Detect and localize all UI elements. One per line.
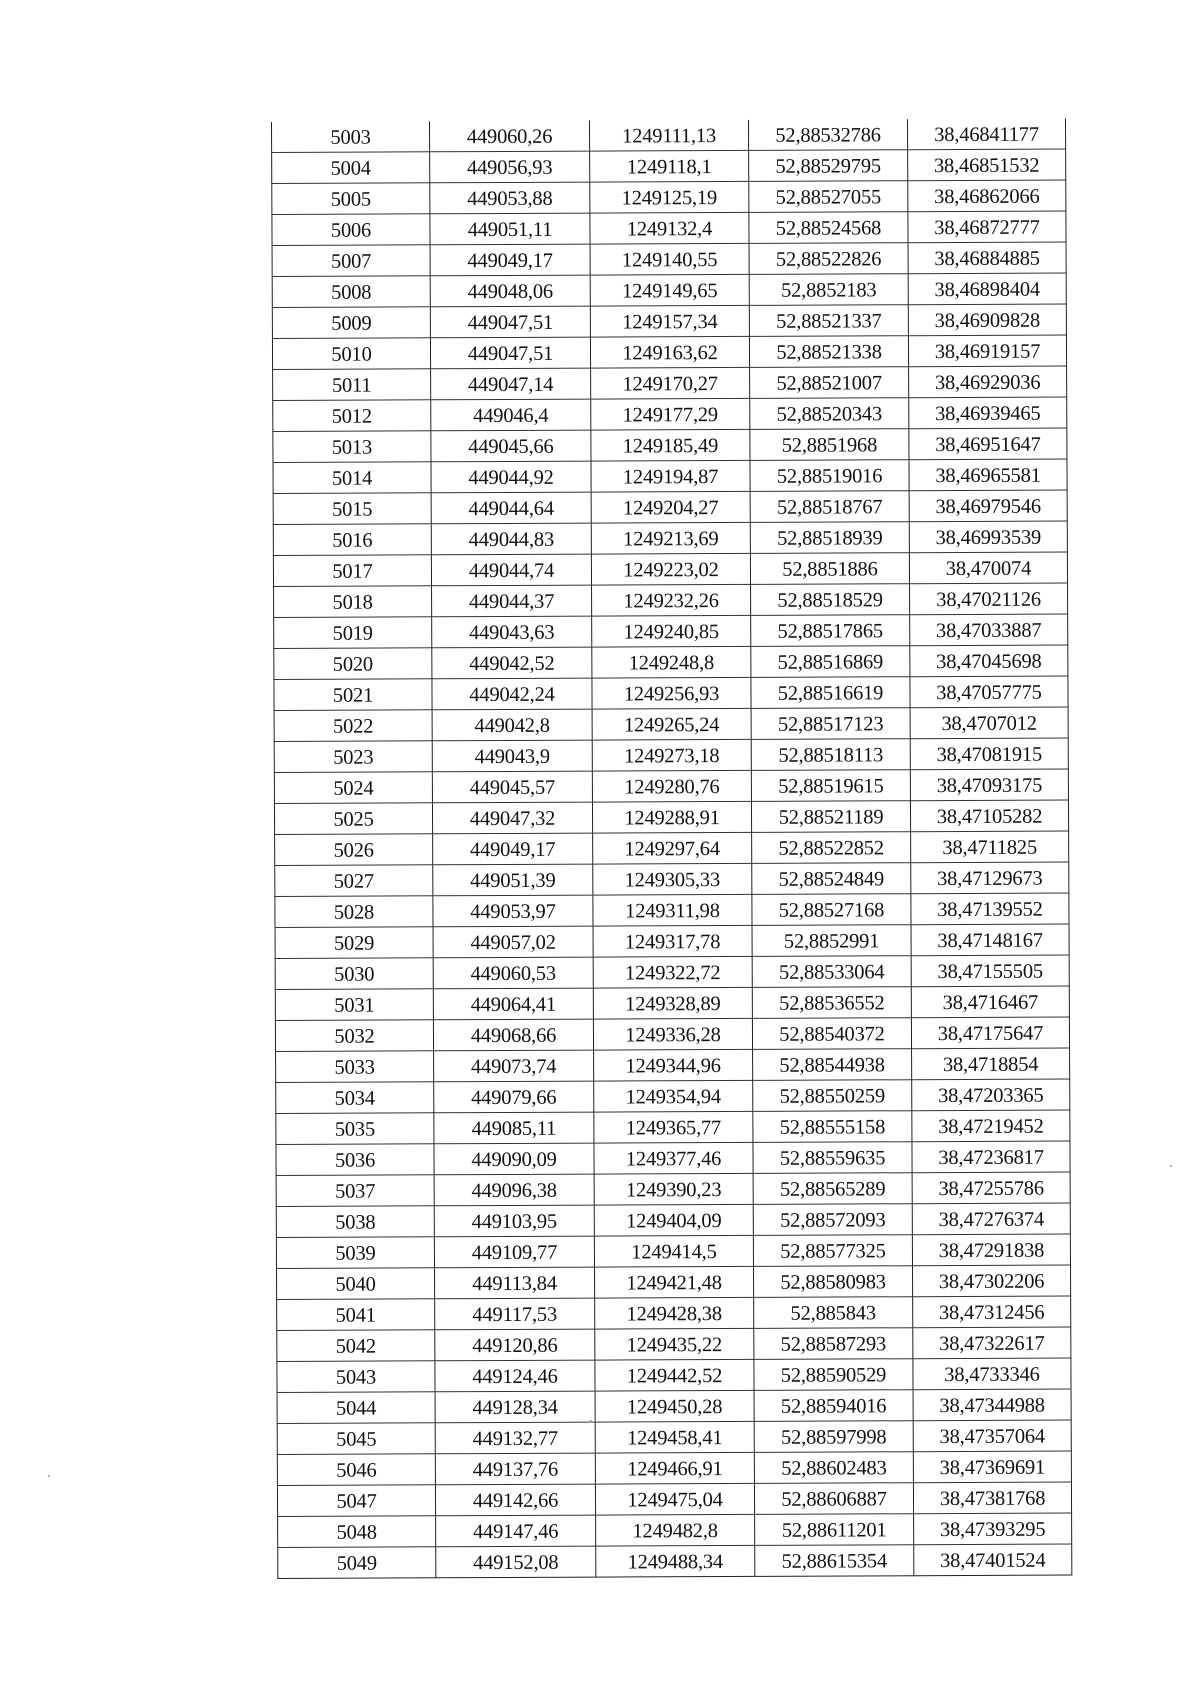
x-coordinate-cell: 449117,53 (435, 1298, 595, 1330)
point-number-cell: 5029 (275, 927, 433, 959)
table-row (276, 1203, 1070, 1237)
y-coordinate-cell: 1249421,48 (594, 1266, 753, 1298)
latitude-cell: 52,88517865 (751, 615, 910, 647)
y-coordinate-cell: 1249163,62 (590, 336, 749, 368)
x-coordinate-cell: 449152,08 (436, 1546, 596, 1578)
longitude-cell: 38,47057775 (910, 676, 1068, 708)
latitude-cell: 52,88518939 (750, 522, 909, 554)
table-row (274, 800, 1068, 834)
x-coordinate-cell: 449049,17 (433, 833, 593, 865)
y-coordinate-cell: 1249354,94 (594, 1080, 753, 1112)
y-coordinate-cell: 1249223,02 (591, 553, 750, 585)
point-number-cell: 5026 (275, 834, 433, 866)
table-row (277, 1482, 1071, 1516)
point-number-cell: 5025 (274, 803, 432, 835)
y-coordinate-cell: 1249297,64 (593, 832, 752, 864)
point-number-cell: 5040 (277, 1268, 435, 1300)
x-coordinate-cell: 449044,74 (431, 554, 591, 586)
longitude-cell: 38,46919157 (908, 335, 1066, 367)
latitude-cell: 52,8852183 (749, 274, 908, 306)
table-row (272, 335, 1066, 369)
x-coordinate-cell: 449057,02 (433, 926, 593, 958)
y-coordinate-cell: 1249450,28 (595, 1390, 754, 1422)
point-number-cell: 5049 (278, 1547, 436, 1579)
y-coordinate-cell: 1249377,46 (594, 1142, 753, 1174)
latitude-cell: 52,88517123 (751, 708, 910, 740)
longitude-cell: 38,46851532 (908, 149, 1066, 181)
y-coordinate-cell: 1249232,26 (592, 584, 751, 616)
latitude-cell: 52,88522852 (752, 832, 911, 864)
latitude-cell: 52,88521189 (751, 801, 910, 833)
longitude-cell: 38,47255786 (912, 1172, 1070, 1204)
table-row (277, 1296, 1071, 1330)
point-number-cell: 5046 (277, 1454, 435, 1486)
longitude-cell: 38,47139552 (911, 893, 1069, 925)
longitude-cell: 38,47105282 (910, 800, 1068, 832)
y-coordinate-cell: 1249280,76 (592, 770, 751, 802)
latitude-cell: 52,885843 (754, 1297, 913, 1329)
longitude-cell: 38,47401524 (914, 1544, 1072, 1576)
y-coordinate-cell: 1249204,27 (591, 491, 750, 523)
y-coordinate-cell: 1249149,65 (590, 274, 749, 306)
latitude-cell: 52,88572093 (753, 1204, 912, 1236)
latitude-cell: 52,88520343 (750, 398, 909, 430)
longitude-cell: 38,47302206 (912, 1265, 1070, 1297)
longitude-cell: 38,46929036 (909, 366, 1067, 398)
table-row (276, 1141, 1070, 1175)
point-number-cell: 5014 (273, 462, 431, 494)
table-row (273, 521, 1067, 555)
x-coordinate-cell: 449045,66 (431, 430, 591, 462)
table-row (276, 1172, 1070, 1206)
y-coordinate-cell: 1249288,91 (592, 801, 751, 833)
table-row (273, 459, 1067, 493)
point-number-cell: 5013 (273, 431, 431, 463)
y-coordinate-cell: 1249414,5 (594, 1235, 753, 1267)
table-row (272, 211, 1066, 245)
point-number-cell: 5012 (273, 400, 431, 432)
latitude-cell: 52,88602483 (754, 1452, 913, 1484)
x-coordinate-cell: 449044,92 (431, 461, 591, 493)
table-row (274, 676, 1068, 710)
latitude-cell: 52,88521337 (749, 305, 908, 337)
table-row (277, 1420, 1071, 1454)
latitude-cell: 52,88518529 (751, 584, 910, 616)
point-number-cell: 5037 (276, 1175, 434, 1207)
y-coordinate-cell: 1249118,1 (590, 150, 749, 182)
y-coordinate-cell: 1249140,55 (590, 243, 749, 275)
latitude-cell: 52,88544938 (753, 1049, 912, 1081)
table-row (275, 862, 1069, 896)
point-number-cell: 5024 (274, 772, 432, 804)
latitude-cell: 52,88527055 (749, 181, 908, 213)
y-coordinate-cell: 1249256,93 (592, 677, 751, 709)
x-coordinate-cell: 449128,34 (435, 1391, 595, 1423)
table-row (277, 1389, 1071, 1423)
latitude-cell: 52,88555158 (753, 1111, 912, 1143)
x-coordinate-cell: 449047,51 (430, 306, 590, 338)
longitude-cell: 38,47357064 (913, 1420, 1071, 1452)
y-coordinate-cell: 1249240,85 (592, 615, 751, 647)
point-number-cell: 5016 (273, 524, 431, 556)
longitude-cell: 38,46993539 (909, 521, 1067, 553)
x-coordinate-cell: 449132,77 (435, 1422, 595, 1454)
y-coordinate-cell: 1249435,22 (595, 1328, 754, 1360)
longitude-cell: 38,47219452 (912, 1110, 1070, 1142)
y-coordinate-cell: 1249428,38 (595, 1297, 754, 1329)
latitude-cell: 52,88524568 (749, 212, 908, 244)
x-coordinate-cell: 449085,11 (434, 1112, 594, 1144)
table-row (276, 1234, 1070, 1268)
latitude-cell: 52,88597998 (754, 1421, 913, 1453)
point-number-cell: 5035 (276, 1113, 434, 1145)
point-number-cell: 5033 (276, 1051, 434, 1083)
point-number-cell: 5034 (276, 1082, 434, 1114)
table-row (274, 707, 1068, 741)
longitude-cell: 38,47129673 (911, 862, 1069, 894)
y-coordinate-cell: 1249442,52 (595, 1359, 754, 1391)
point-number-cell: 5027 (275, 865, 433, 897)
coordinates-table (271, 119, 1072, 1579)
table-row (273, 490, 1067, 524)
longitude-cell: 38,47155505 (911, 955, 1069, 987)
y-coordinate-cell: 1249482,8 (596, 1514, 755, 1546)
point-number-cell: 5030 (275, 958, 433, 990)
longitude-cell: 38,47033887 (910, 614, 1068, 646)
longitude-cell: 38,47236817 (912, 1141, 1070, 1173)
table-row (273, 397, 1067, 431)
longitude-cell: 38,46965581 (909, 459, 1067, 491)
longitude-cell: 38,46884885 (908, 242, 1066, 274)
longitude-cell: 38,47021126 (910, 583, 1068, 615)
longitude-cell: 38,46841177 (907, 119, 1065, 150)
latitude-cell: 52,88518113 (751, 739, 910, 771)
table-row (275, 924, 1069, 958)
longitude-cell: 38,47393295 (914, 1513, 1072, 1545)
y-coordinate-cell: 1249322,72 (593, 956, 752, 988)
scan-speck (1170, 1165, 1172, 1167)
latitude-cell: 52,88550259 (753, 1080, 912, 1112)
point-number-cell: 5038 (276, 1206, 434, 1238)
point-number-cell: 5021 (274, 679, 432, 711)
x-coordinate-cell: 449044,37 (432, 585, 592, 617)
point-number-cell: 5047 (277, 1485, 435, 1517)
longitude-cell: 38,47093175 (910, 769, 1068, 801)
table-row (272, 273, 1066, 307)
table-row (278, 1513, 1072, 1547)
longitude-cell: 38,46862066 (908, 180, 1066, 212)
x-coordinate-cell: 449043,9 (432, 740, 592, 772)
x-coordinate-cell: 449103,95 (434, 1205, 594, 1237)
table-row (275, 955, 1069, 989)
y-coordinate-cell: 1249328,89 (593, 987, 752, 1019)
longitude-cell: 38,4707012 (910, 707, 1068, 739)
longitude-cell: 38,46898404 (908, 273, 1066, 305)
point-number-cell: 5031 (275, 989, 433, 1021)
y-coordinate-cell: 1249404,09 (594, 1204, 753, 1236)
x-coordinate-cell: 449042,8 (432, 709, 592, 741)
point-number-cell: 5006 (272, 214, 430, 246)
point-number-cell: 5003 (272, 121, 430, 152)
longitude-cell: 38,47312456 (913, 1296, 1071, 1328)
x-coordinate-cell: 449073,74 (434, 1050, 594, 1082)
table-row (272, 149, 1066, 183)
longitude-cell: 38,47291838 (912, 1234, 1070, 1266)
latitude-cell: 52,8851968 (750, 429, 909, 461)
y-coordinate-cell: 1249488,34 (596, 1545, 755, 1577)
longitude-cell: 38,46979546 (909, 490, 1067, 522)
latitude-cell: 52,88533064 (752, 956, 911, 988)
point-number-cell: 5048 (278, 1516, 436, 1548)
y-coordinate-cell: 1249248,8 (592, 646, 751, 678)
table-row (277, 1358, 1071, 1392)
x-coordinate-cell: 449113,84 (435, 1267, 595, 1299)
y-coordinate-cell: 1249132,4 (590, 212, 749, 244)
x-coordinate-cell: 449137,76 (435, 1453, 595, 1485)
latitude-cell: 52,88519016 (750, 460, 909, 492)
latitude-cell: 52,88522826 (749, 243, 908, 275)
point-number-cell: 5042 (277, 1330, 435, 1362)
point-number-cell: 5009 (272, 307, 430, 339)
point-number-cell: 5019 (274, 617, 432, 649)
x-coordinate-cell: 449051,11 (430, 213, 590, 245)
latitude-cell: 52,88518767 (750, 491, 909, 523)
longitude-cell: 38,46909828 (908, 304, 1066, 336)
point-number-cell: 5008 (272, 276, 430, 308)
table-row (276, 1079, 1070, 1113)
y-coordinate-cell: 1249317,78 (593, 925, 752, 957)
x-coordinate-cell: 449047,32 (432, 802, 592, 834)
x-coordinate-cell: 449096,38 (434, 1174, 594, 1206)
latitude-cell: 52,88580983 (753, 1266, 912, 1298)
latitude-cell: 52,88577325 (753, 1235, 912, 1267)
point-number-cell: 5017 (273, 555, 431, 587)
y-coordinate-cell: 1249305,33 (593, 863, 752, 895)
x-coordinate-cell: 449142,66 (435, 1484, 595, 1516)
table-row (277, 1265, 1071, 1299)
x-coordinate-cell: 449051,39 (433, 864, 593, 896)
latitude-cell: 52,88559635 (753, 1142, 912, 1174)
latitude-cell: 52,88615354 (755, 1545, 914, 1577)
x-coordinate-cell: 449064,41 (433, 988, 593, 1020)
scan-speck (589, 1420, 592, 1423)
x-coordinate-cell: 449044,83 (431, 523, 591, 555)
latitude-cell: 52,88606887 (754, 1483, 913, 1515)
table-row (272, 180, 1066, 214)
y-coordinate-cell: 1249273,18 (592, 739, 751, 771)
latitude-cell: 52,88536552 (752, 987, 911, 1019)
x-coordinate-cell: 449042,24 (432, 678, 592, 710)
y-coordinate-cell: 1249111,13 (589, 120, 748, 151)
point-number-cell: 5020 (274, 648, 432, 680)
x-coordinate-cell: 449053,88 (430, 182, 590, 214)
y-coordinate-cell: 1249458,41 (595, 1421, 754, 1453)
latitude-cell: 52,8851886 (750, 553, 909, 585)
longitude-cell: 38,4733346 (913, 1358, 1071, 1390)
latitude-cell: 52,88521007 (750, 367, 909, 399)
x-coordinate-cell: 449053,97 (433, 895, 593, 927)
x-coordinate-cell: 449120,86 (435, 1329, 595, 1361)
longitude-cell: 38,46872777 (908, 211, 1066, 243)
latitude-cell: 52,88540372 (752, 1018, 911, 1050)
longitude-cell: 38,47175647 (911, 1017, 1069, 1049)
point-number-cell: 5039 (276, 1237, 434, 1269)
longitude-cell: 38,4711825 (911, 831, 1069, 863)
latitude-cell: 52,88516869 (751, 646, 910, 678)
point-number-cell: 5045 (277, 1423, 435, 1455)
y-coordinate-cell: 1249125,19 (590, 181, 749, 213)
point-number-cell: 5028 (275, 896, 433, 928)
table-row (274, 769, 1068, 803)
latitude-cell: 52,88590529 (754, 1359, 913, 1391)
table-row (274, 738, 1068, 772)
table-row (276, 1048, 1070, 1082)
table-row (274, 583, 1068, 617)
scan-speck (48, 1475, 50, 1477)
point-number-cell: 5036 (276, 1144, 434, 1176)
latitude-cell: 52,88532786 (748, 119, 907, 150)
latitude-cell: 52,88529795 (749, 150, 908, 182)
point-number-cell: 5018 (274, 586, 432, 618)
point-number-cell: 5005 (272, 183, 430, 215)
table-row (275, 893, 1069, 927)
y-coordinate-cell: 1249336,28 (593, 1018, 752, 1050)
x-coordinate-cell: 449045,57 (432, 771, 592, 803)
longitude-cell: 38,4718854 (912, 1048, 1070, 1080)
y-coordinate-cell: 1249466,91 (595, 1452, 754, 1484)
latitude-cell: 52,88524849 (752, 863, 911, 895)
x-coordinate-cell: 449060,26 (429, 121, 589, 152)
x-coordinate-cell: 449048,06 (430, 275, 590, 307)
y-coordinate-cell: 1249213,69 (591, 522, 750, 554)
table-row (273, 428, 1067, 462)
table-row (272, 304, 1066, 338)
longitude-cell: 38,470074 (909, 552, 1067, 584)
point-number-cell: 5043 (277, 1361, 435, 1393)
longitude-cell: 38,47381768 (913, 1482, 1071, 1514)
point-number-cell: 5015 (273, 493, 431, 525)
table-row (274, 614, 1068, 648)
x-coordinate-cell: 449043,63 (432, 616, 592, 648)
x-coordinate-cell: 449047,51 (430, 337, 590, 369)
latitude-cell: 52,88519615 (751, 770, 910, 802)
longitude-cell: 38,47148167 (911, 924, 1069, 956)
table-row (272, 242, 1066, 276)
latitude-cell: 52,88527168 (752, 894, 911, 926)
latitude-cell: 52,88521338 (749, 336, 908, 368)
latitude-cell: 52,8852991 (752, 925, 911, 957)
longitude-cell: 38,47344988 (913, 1389, 1071, 1421)
point-number-cell: 5022 (274, 710, 432, 742)
x-coordinate-cell: 449068,66 (433, 1019, 593, 1051)
y-coordinate-cell: 1249390,23 (594, 1173, 753, 1205)
y-coordinate-cell: 1249344,96 (594, 1049, 753, 1081)
latitude-cell: 52,88516619 (751, 677, 910, 709)
y-coordinate-cell: 1249157,34 (590, 305, 749, 337)
x-coordinate-cell: 449060,53 (433, 957, 593, 989)
table-row (274, 645, 1068, 679)
x-coordinate-cell: 449079,66 (434, 1081, 594, 1113)
longitude-cell: 38,46951647 (909, 428, 1067, 460)
table-row (277, 1327, 1071, 1361)
y-coordinate-cell: 1249185,49 (591, 429, 750, 461)
x-coordinate-cell: 449147,46 (436, 1515, 596, 1547)
longitude-cell: 38,47322617 (913, 1327, 1071, 1359)
x-coordinate-cell: 449046,4 (431, 399, 591, 431)
table-row (273, 366, 1067, 400)
x-coordinate-cell: 449044,64 (431, 492, 591, 524)
latitude-cell: 52,88565289 (753, 1173, 912, 1205)
y-coordinate-cell: 1249194,87 (591, 460, 750, 492)
latitude-cell: 52,88611201 (755, 1514, 914, 1546)
latitude-cell: 52,88587293 (754, 1328, 913, 1360)
point-number-cell: 5004 (272, 152, 430, 184)
y-coordinate-cell: 1249177,29 (591, 398, 750, 430)
x-coordinate-cell: 449109,77 (434, 1236, 594, 1268)
x-coordinate-cell: 449049,17 (430, 244, 590, 276)
longitude-cell: 38,46939465 (909, 397, 1067, 429)
y-coordinate-cell: 1249311,98 (593, 894, 752, 926)
y-coordinate-cell: 1249170,27 (591, 367, 750, 399)
longitude-cell: 38,47369691 (913, 1451, 1071, 1483)
point-number-cell: 5041 (277, 1299, 435, 1331)
point-number-cell: 5044 (277, 1392, 435, 1424)
table-row (276, 1110, 1070, 1144)
x-coordinate-cell: 449042,52 (432, 647, 592, 679)
longitude-cell: 38,4716467 (911, 986, 1069, 1018)
table-row (275, 831, 1069, 865)
x-coordinate-cell: 449047,14 (431, 368, 591, 400)
latitude-cell: 52,88594016 (754, 1390, 913, 1422)
y-coordinate-cell: 1249475,04 (595, 1483, 754, 1515)
longitude-cell: 38,47045698 (910, 645, 1068, 677)
longitude-cell: 38,47276374 (912, 1203, 1070, 1235)
y-coordinate-cell: 1249265,24 (592, 708, 751, 740)
point-number-cell: 5032 (275, 1020, 433, 1052)
x-coordinate-cell: 449056,93 (430, 151, 590, 183)
point-number-cell: 5010 (272, 338, 430, 370)
longitude-cell: 38,47203365 (912, 1079, 1070, 1111)
coordinates-table-body (272, 119, 1072, 1579)
table-row (272, 119, 1066, 153)
point-number-cell: 5023 (274, 741, 432, 773)
x-coordinate-cell: 449090,09 (434, 1143, 594, 1175)
table-row (278, 1544, 1072, 1578)
x-coordinate-cell: 449124,46 (435, 1360, 595, 1392)
table-row (275, 1017, 1069, 1051)
table-row (277, 1451, 1071, 1485)
table-row (275, 986, 1069, 1020)
table-row (273, 552, 1067, 586)
point-number-cell: 5007 (272, 245, 430, 277)
y-coordinate-cell: 1249365,77 (594, 1111, 753, 1143)
longitude-cell: 38,47081915 (910, 738, 1068, 770)
point-number-cell: 5011 (273, 369, 431, 401)
